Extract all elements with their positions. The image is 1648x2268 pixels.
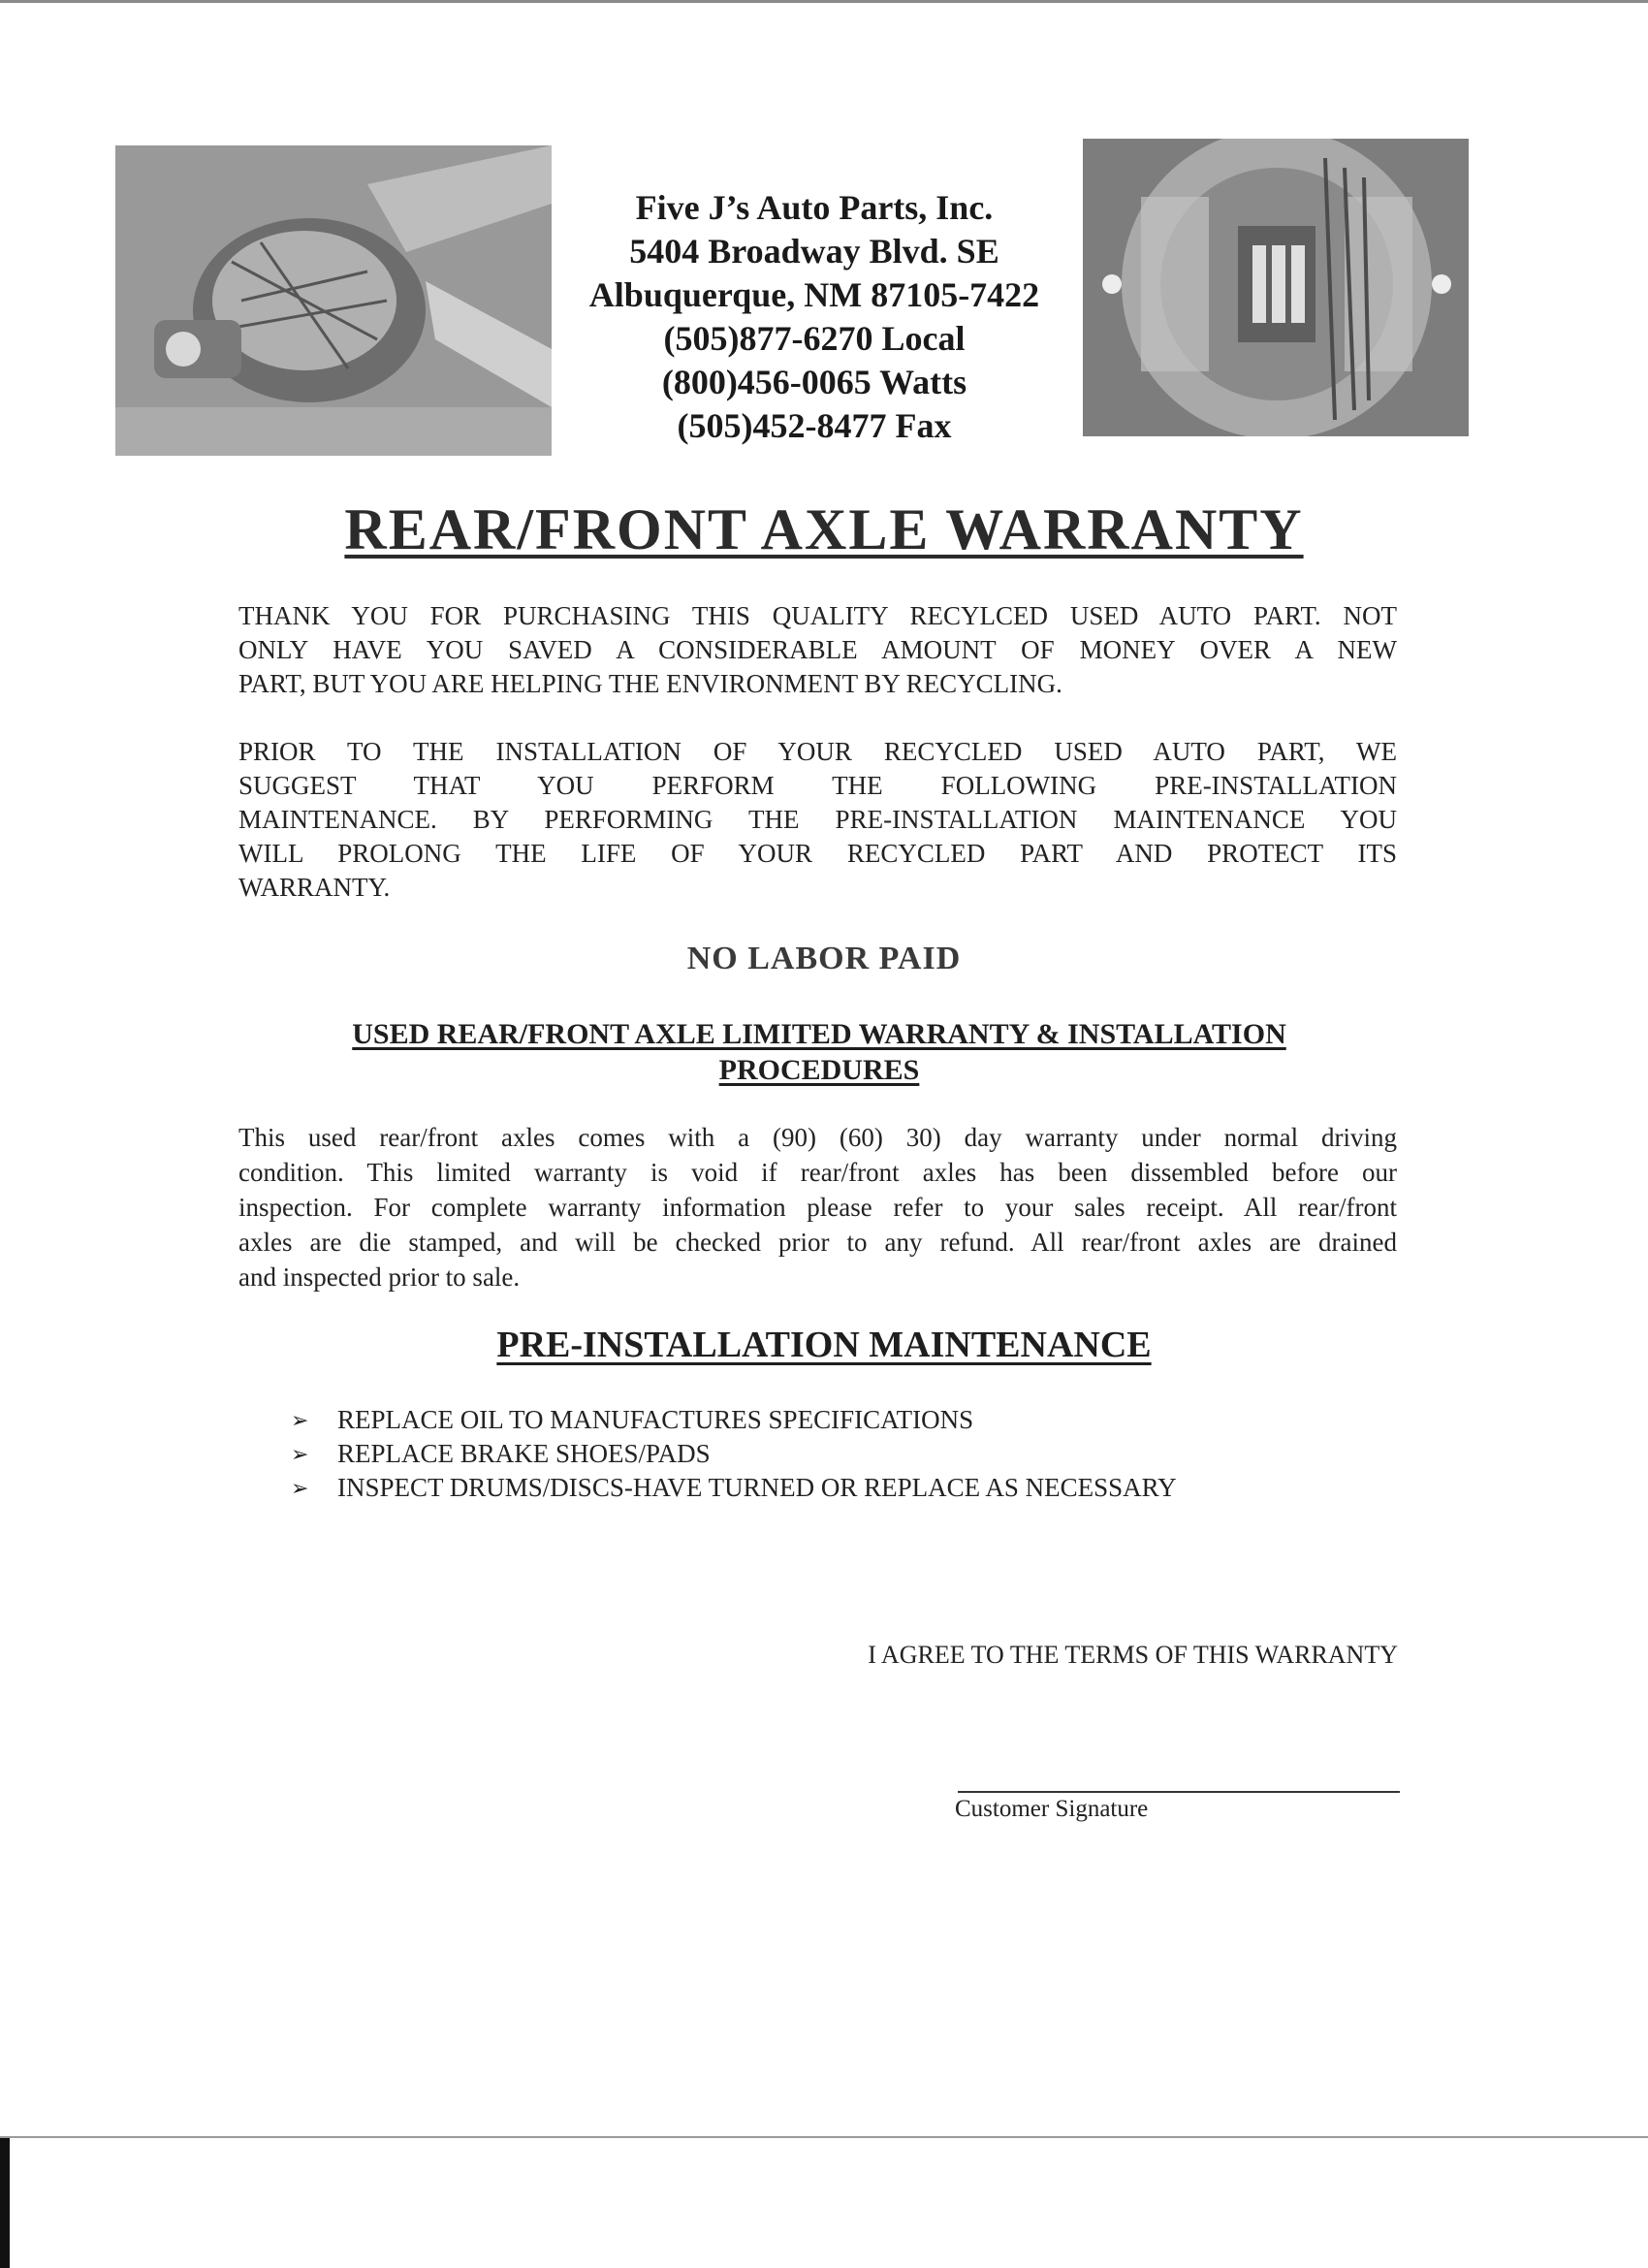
list-item-text: REPLACE BRAKE SHOES/PADS bbox=[337, 1439, 711, 1468]
arrow-bullet-icon: ➢ bbox=[291, 1476, 309, 1500]
agreement-statement: I AGREE TO THE TERMS OF THIS WARRANTY bbox=[868, 1641, 1398, 1669]
warranty-terms-line: condition. This limited warranty is void if rear/front axles has been dissembled before our bbox=[238, 1158, 1397, 1187]
company-fax: (505)452-8477 Fax bbox=[677, 406, 952, 445]
intro-line: THANK YOU FOR PURCHASING THIS QUALITY RECYLCED USED AUTO PART. NOT bbox=[238, 601, 1397, 630]
scan-bottom-edge bbox=[0, 2136, 1648, 2138]
document-title: REAR/FRONT AXLE WARRANTY bbox=[344, 497, 1304, 561]
company-city: Albuquerque, NM 87105-7422 bbox=[588, 275, 1040, 314]
pre-install-paragraph bbox=[238, 735, 1397, 905]
list-item-text: INSPECT DRUMS/DISCS-HAVE TURNED OR REPLACE AS NECESSARY bbox=[337, 1473, 1177, 1502]
warranty-terms-line: inspection. For complete warranty information please refer to your sales receipt. All rear/front bbox=[238, 1193, 1397, 1222]
company-info bbox=[543, 186, 1086, 448]
scan-edge-mark bbox=[0, 2138, 10, 2268]
warranty-terms-line: axles are die stamped, and will be checked prior to any refund. All rear/front axles are drained bbox=[238, 1228, 1397, 1257]
company-phone-local: (505)877-6270 Local bbox=[663, 319, 966, 358]
pre-install-line: WILL PROLONG THE LIFE OF YOUR RECYCLED PART AND PROTECT ITS bbox=[238, 839, 1397, 868]
warranty-terms-paragraph bbox=[238, 1120, 1397, 1294]
pre-install-line: MAINTENANCE. BY PERFORMING THE PRE-INSTALLATION MAINTENANCE YOU bbox=[238, 805, 1397, 834]
list-item bbox=[291, 1403, 1177, 1437]
intro-line: PART, BUT YOU ARE HELPING THE ENVIRONMENT BY RECYCLING. bbox=[238, 669, 1062, 698]
intro-paragraph bbox=[238, 599, 1397, 701]
pre-install-line: WARRANTY. bbox=[238, 873, 391, 902]
list-item bbox=[291, 1437, 1177, 1471]
limited-warranty-heading-line: USED REAR/FRONT AXLE LIMITED WARRANTY & INSTALLATION bbox=[352, 1018, 1286, 1050]
company-street: 5404 Broadway Blvd. SE bbox=[629, 232, 999, 271]
maintenance-list bbox=[291, 1403, 1177, 1505]
axle-photo bbox=[115, 145, 552, 456]
signature-label: Customer Signature bbox=[955, 1796, 1149, 1822]
warranty-terms-line: and inspected prior to sale. bbox=[238, 1262, 521, 1292]
differential-photo bbox=[1083, 139, 1469, 436]
company-name: Five J’s Auto Parts, Inc. bbox=[635, 188, 994, 227]
company-phone-watts: (800)456-0065 Watts bbox=[661, 363, 967, 401]
pre-install-line: PRIOR TO THE INSTALLATION OF YOUR RECYCLED USED AUTO PART, WE bbox=[238, 737, 1397, 766]
limited-warranty-heading bbox=[242, 1016, 1396, 1088]
list-item-text: REPLACE OIL TO MANUFACTURES SPECIFICATIONS bbox=[337, 1405, 974, 1434]
arrow-bullet-icon: ➢ bbox=[291, 1408, 309, 1432]
intro-line: ONLY HAVE YOU SAVED A CONSIDERABLE AMOUNT OF MONEY OVER A NEW bbox=[238, 635, 1397, 664]
arrow-bullet-icon: ➢ bbox=[291, 1442, 309, 1466]
list-item bbox=[291, 1471, 1177, 1505]
pre-install-line: SUGGEST THAT YOU PERFORM THE FOLLOWING PRE-INSTALLATION bbox=[238, 771, 1397, 800]
pre-install-maintenance-heading: PRE-INSTALLATION MAINTENANCE bbox=[496, 1325, 1152, 1365]
scan-top-edge bbox=[0, 0, 1648, 3]
no-labor-heading: NO LABOR PAID bbox=[686, 941, 962, 976]
warranty-terms-line: This used rear/front axles comes with a (90) (60) 30) day warranty under normal driving bbox=[238, 1123, 1397, 1152]
signature-line[interactable] bbox=[958, 1791, 1400, 1793]
limited-warranty-heading-line: PROCEDURES bbox=[718, 1054, 920, 1086]
